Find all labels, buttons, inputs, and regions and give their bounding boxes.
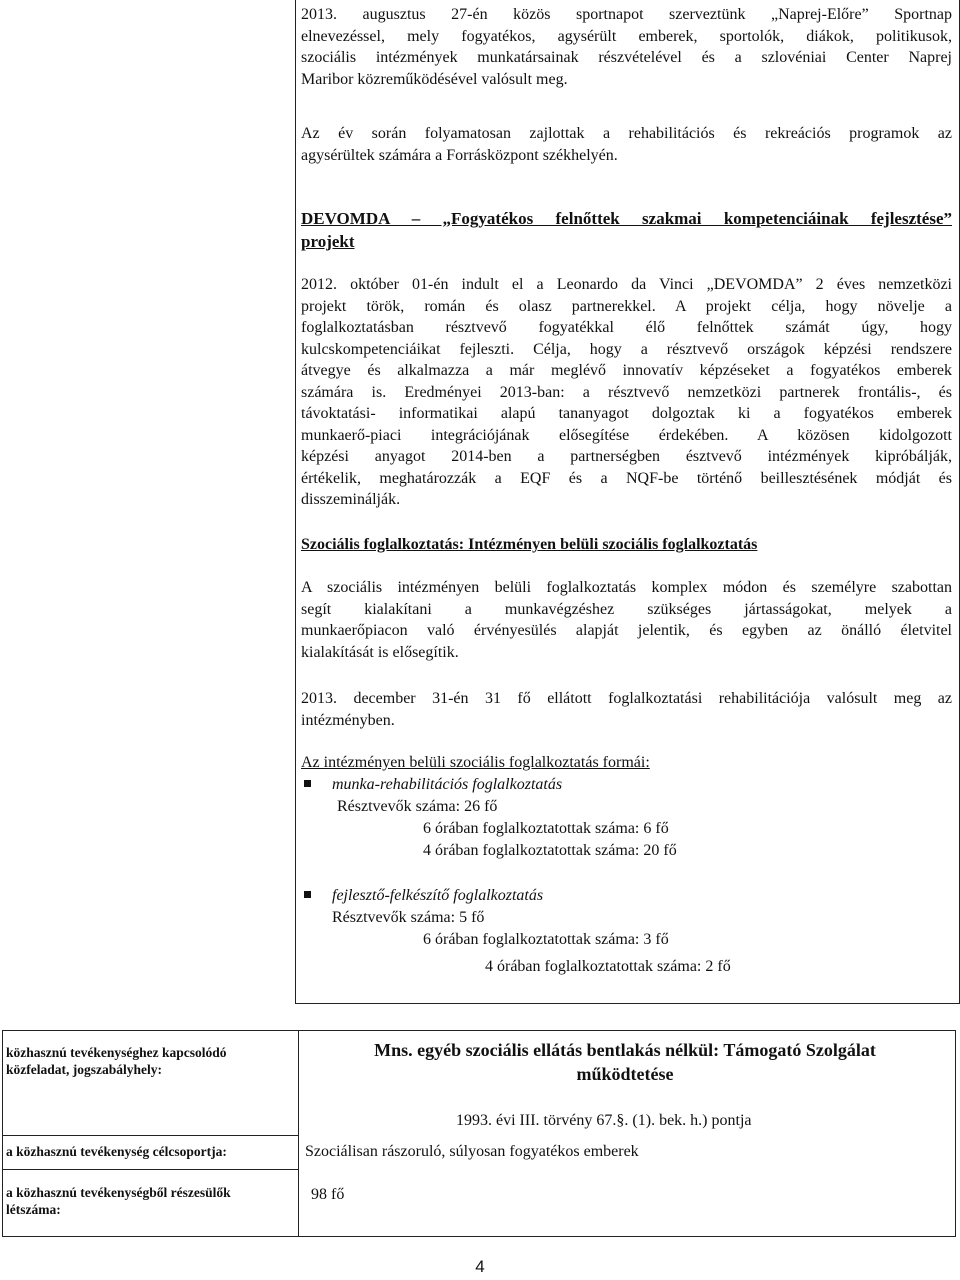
table-divider-vertical [298,1030,299,1236]
text-line: intézményben. [301,711,395,729]
row2-value: Szociálisan rászoruló, súlyosan fogyatékos emberek [305,1143,639,1160]
table-divider-horizontal [2,1169,299,1170]
text-line: értékelik, meghatározzák a EQF és a NQF-be történő beillesztésének módját és [301,469,952,487]
title-line: DEVOMDA – „Fogyatékos felnőttek szakmai kompetenciáinak fejlesztése” [301,209,952,228]
row1-label [6,1044,227,1078]
row3-label [6,1184,231,1218]
text-line: számára is. Eredményei 2013-ban: a résztvevő nemzetközi partnerek frontális-, és [301,383,952,401]
label-line: a közhasznú tevékenységből részesülők [6,1185,231,1200]
text-line: projekt török, román és olasz partnerekkel. A projekt célja, hogy növelje a [301,297,952,315]
rehab-paragraph [301,123,952,166]
form2-participants: Résztvevők száma: 5 fő [332,909,485,926]
form2-name: fejlesztő-felkészítő foglalkoztatás [332,887,544,904]
text-line: távoktatási- informatikai alapú tananyagot dolgoztak ki a fogyatékos emberek [301,405,952,422]
text-line: képzési anyagot 2014-ben a partnerségben észtvevő intézmények kipróbálják, [301,448,952,465]
social-title: Szociális foglalkoztatás: Intézményen belüli szociális foglalkoztatás [301,536,758,553]
forms-title: Az intézményen belüli szociális foglalkoztatás formái: [301,754,650,771]
text-line: agysérültek számára a Forrásközpont székhelyén. [301,146,618,164]
label-line: közhasznú tevékenységhez kapcsolódó [6,1045,227,1060]
table-divider-horizontal [2,1135,299,1136]
intro-paragraph [301,4,952,90]
text-line: kialakítását is elősegítik. [301,643,459,661]
form1-four-hours: 4 órában foglalkoztatottak száma: 20 fő [423,842,677,859]
row2-label: a közhasznú tevékenység célcsoportja: [6,1144,227,1159]
text-line: elnevezéssel, mely fogyatékos, agysérült emberek, sportolók, diákok, politikusok, [301,27,952,45]
row1-title [300,1038,950,1086]
form1-name: munka-rehabilitációs foglalkoztatás [332,776,563,793]
form2-six-hours: 6 órában foglalkoztatottak száma: 3 fő [423,931,669,948]
text-line: munkaerő-piaci integrációjának elősegítése érdekében. A közösen kidolgozott [301,426,952,444]
row3-value: 98 fő [311,1186,345,1203]
devomda-paragraph [301,274,952,511]
social-paragraph [301,577,952,663]
text-line: Maribor közreműködésével valósult meg. [301,70,568,88]
text-line: átvegye és alkalmazza a már meglévő innovatív képzéseket a fogyatékos emberek [301,362,952,379]
bullet-icon [304,780,311,787]
page-number: 4 [475,1257,485,1276]
title-line: működtetése [576,1064,674,1084]
label-line: létszáma: [6,1202,61,1217]
text-line: 2012. október 01-én indult el a Leonardo da Vinci „DEVOMDA” 2 éves nemzetközi [301,276,952,293]
text-line: disszeminálják. [301,491,401,508]
text-line: Az év során folyamatosan zajlottak a rehabilitációs és rekreációs programok az [301,125,952,142]
text-line: segít kialakítani a munkavégzéshez szükséges jártasságokat, melyek a [301,600,952,618]
title-line: projekt [301,232,355,251]
title-line: Mns. egyéb szociális ellátás bentlakás nélkül: Támogató Szolgálat [374,1040,876,1060]
text-line: foglalkoztatásban résztvevő fogyatékkal élő felnőttek számát úgy, hogy [301,319,952,336]
form1-participants: Résztvevők száma: 26 fő [337,798,498,815]
text-line: 2013. augusztus 27-én közös sportnapot szerveztünk „Naprej-Előre” Sportnap [301,6,952,23]
label-line: közfeladat, jogszabályhely: [6,1062,162,1077]
devomda-title [301,207,952,253]
december-paragraph [301,688,952,731]
text-line: munkaerőpiacon való érvényesülés alapját jelentik, és egyben az önálló életvitel [301,622,952,639]
text-line: A szociális intézményen belüli foglalkoztatás komplex módon és személyre szabottan [301,579,952,596]
text-line: 2013. december 31-én 31 fő ellátott foglalkoztatási rehabilitációja valósult meg az [301,690,952,707]
bullet-icon [304,891,311,898]
form2-four-hours: 4 órában foglalkoztatottak száma: 2 fő [485,958,731,975]
row1-law: 1993. évi III. törvény 67.§. (1). bek. h.) pontja [456,1112,752,1129]
form1-six-hours: 6 órában foglalkoztatottak száma: 6 fő [423,820,669,837]
text-line: szociális intézmények munkatársainak részvételével és a szlovéniai Center Naprej [301,49,952,66]
text-line: kulcskompetenciáikat fejleszti. Célja, hogy a résztvevő országok képzési rendszere [301,340,952,358]
